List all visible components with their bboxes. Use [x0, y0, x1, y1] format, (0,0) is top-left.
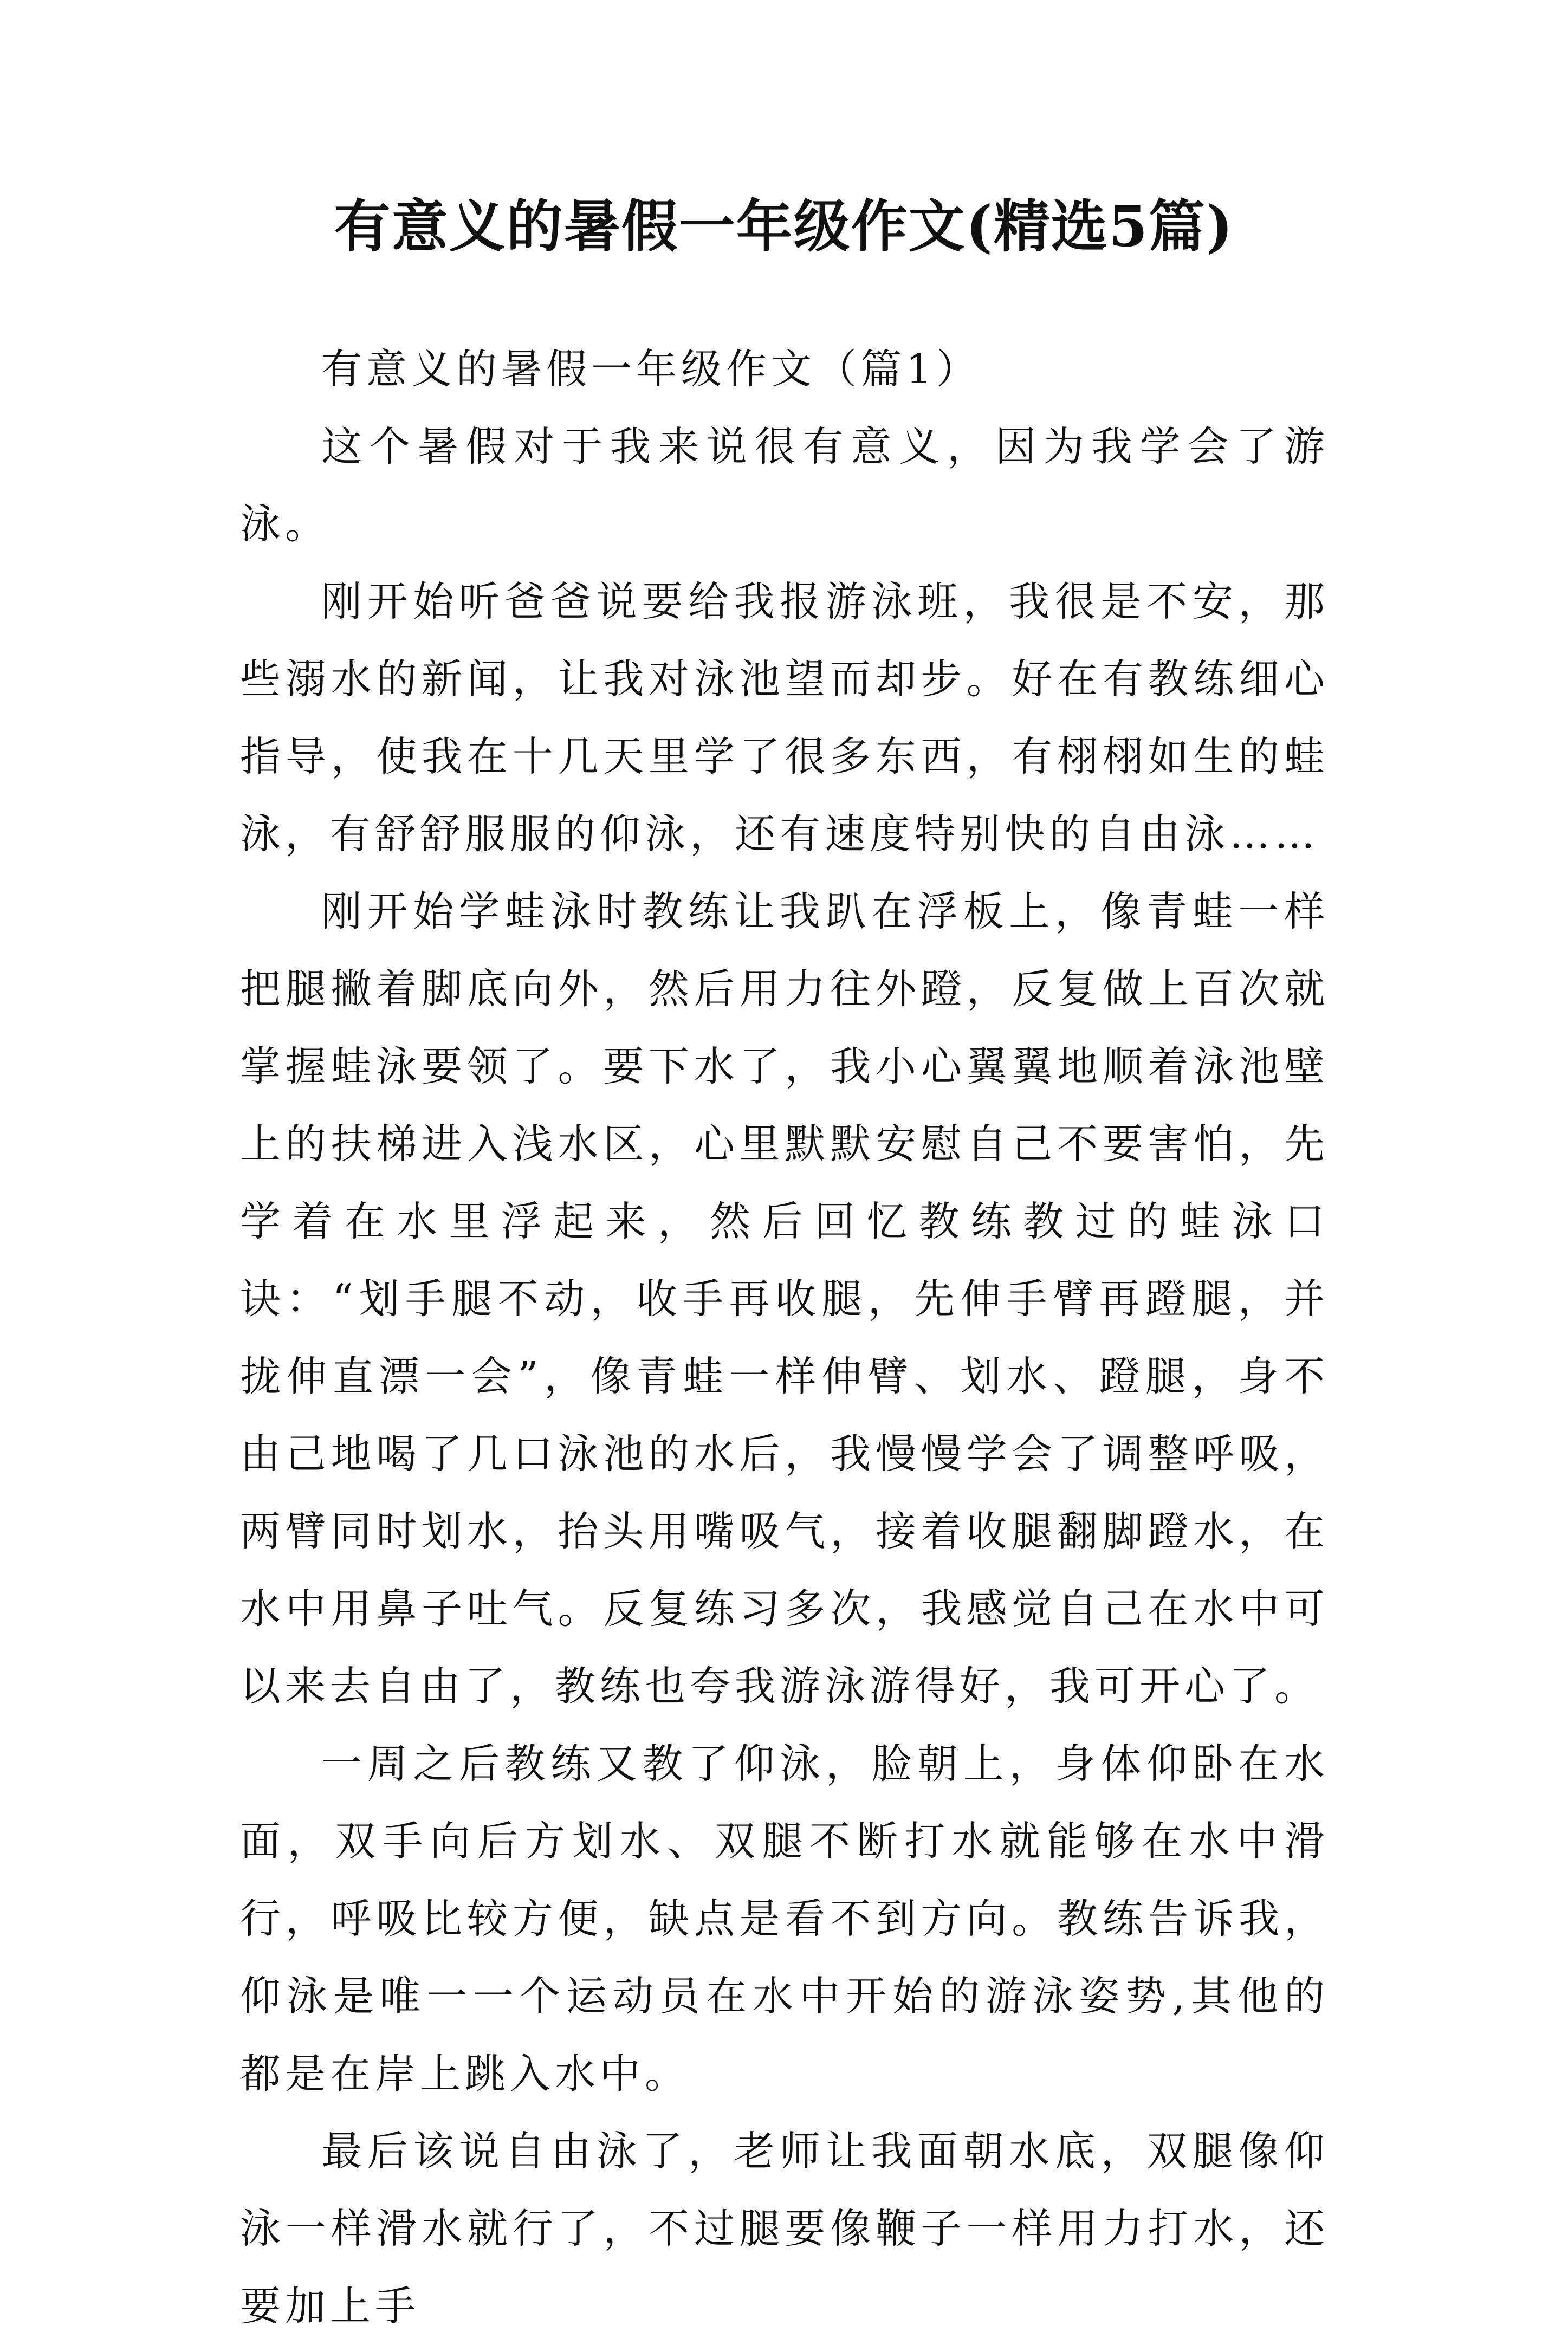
paragraph-4: 一周之后教练又教了仰泳，脸朝上，身体仰卧在水面，双手向后方划水、双腿不断打水就能够在水中滑行，呼吸比较方便，缺点是看不到方向。教练告诉我，仰泳是唯一一个运动员在水中开始的游泳姿势,其他的都是在岸上跳入水中。 [240, 1740, 1329, 2097]
paragraph-5: 最后该说自由泳了，老师让我面朝水底，双腿像仰泳一样滑水就行了，不过腿要像鞭子一样用力打水，还要加上手 [240, 2127, 1329, 2330]
paragraph-3: 刚开始学蛙泳时教练让我趴在浮板上，像青蛙一样把腿撇着脚底向外，然后用力往外蹬，反复做上百次就掌握蛙泳要领了。要下水了，我小心翼翼地顺着泳池壁上的扶梯进入浅水区，心里默默安慰自己不要害怕，先学着在水里浮起来，然后回忆教练教过的蛙泳口诀：“划手腿不动，收手再收腿，先伸手臂再蹬腿，并拢伸直漂一会”，像青蛙一样伸臂、划水、蹬腿，身不由己地喝了几口泳池的水后，我慢慢学会了调整呼吸，两臂同时划水，抬头用嘴吸气，接着收腿翻脚蹬水，在水中用鼻子吐气。反复练习多次，我感觉自己在水中可以来去自由了，教练也夸我游泳游得好，我可开心了。 [240, 888, 1329, 1710]
paragraph-2: 刚开始听爸爸说要给我报游泳班，我很是不安，那些溺水的新闻，让我对泳池望而却步。好在有教练细心指导，使我在十几天里学了很多东西，有栩栩如生的蛙泳，有舒舒服服的仰泳，还有速度特别快的自由泳…… [240, 578, 1329, 858]
paragraph-1: 这个暑假对于我来说很有意义，因为我学会了游泳。 [240, 423, 1329, 548]
document-body [240, 331, 1329, 2345]
section-heading: 有意义的暑假一年级作文（篇1） [321, 345, 981, 393]
document-title: 有意义的暑假一年级作文(精选5篇) [334, 193, 1234, 260]
